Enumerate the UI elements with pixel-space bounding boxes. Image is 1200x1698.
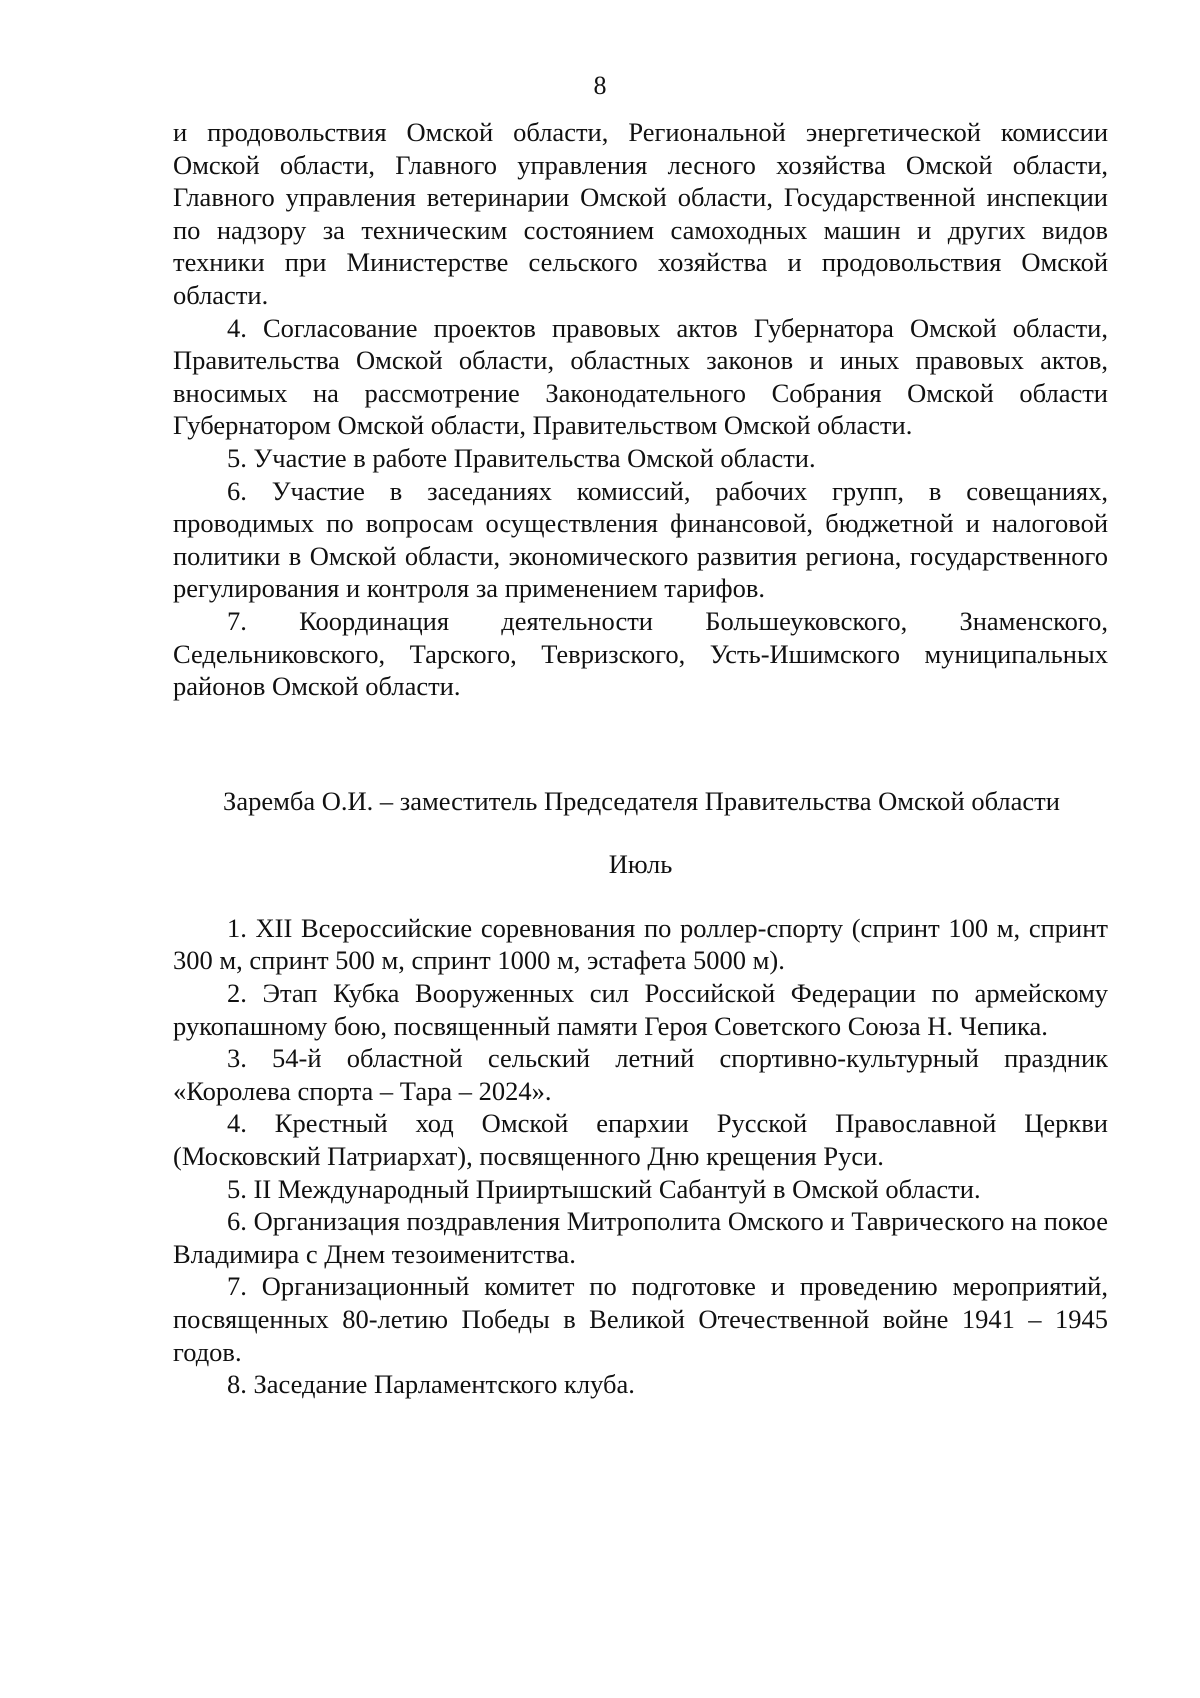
list-item: 6. Участие в заседаниях комиссий, рабочих групп, в совещаниях, проводимых по вопросам осуществления финансовой, бюджетной и налоговой политики в Омской области, экономического развития региона, государственного регулирования и контроля за применением тарифов. [173, 475, 1108, 604]
month-heading: Июль [608, 849, 673, 880]
list-item: 5. II Международный Прииртышский Сабантуй в Омской области. [227, 1173, 981, 1204]
list-item: 2. Этап Кубка Вооруженных сил Российской Федерации по армейскому рукопашному бою, посвященный памяти Героя Советского Союза Н. Чепика. [173, 978, 1108, 1041]
list-item: 5. Участие в работе Правительства Омской области. [227, 442, 816, 473]
list-item: 8. Заседание Парламентского клуба. [227, 1369, 635, 1400]
list-item: 7. Координация деятельности Большеуковского, Знаменского, Седельниковского, Тарского, Тевризского, Усть-Ишимского муниципальных районов Омской области. [173, 605, 1108, 702]
list-item: 6. Организация поздравления Митрополита Омского и Таврического на покое Владимира с Днем тезоименитства. [173, 1206, 1108, 1269]
page-number: 8 [593, 71, 607, 100]
document-body [173, 116, 1108, 1401]
list-item: 1. XII Всероссийские соревнования по роллер-спорту (спринт 100 м, спринт 300 м, спринт 500 м, спринт 1000 м, эстафета 5000 м). [173, 912, 1108, 976]
list-item: 7. Организационный комитет по подготовке и проведению мероприятий, посвященных 80-летию Победы в Великой Отечественной войне 1941 – 1945 годов. [173, 1271, 1108, 1367]
continuation-paragraph: и продовольствия Омской области, Региональной энергетической комиссии Омской области, Главного управления лесного хозяйства Омской области, Главного управления ветеринарии Омской области, Государственной инспекции по надзору за техническим состоянием самоходных машин и других видов техники при Министерстве сельского хозяйства и продовольствия Омской области. [173, 117, 1108, 310]
list-item: 4. Крестный ход Омской епархии Русской Православной Церкви (Московский Патриархат), посвященного Дню крещения Руси. [173, 1108, 1108, 1172]
section-spacer [173, 703, 1108, 785]
section-heading: Заремба О.И. – заместитель Председателя Правительства Омской области [223, 785, 1060, 816]
list-item: 4. Согласование проектов правовых актов Губернатора Омской области, Правительства Омской области, областных законов и иных правовых актов, вносимых на рассмотрение Законодательного Собрания Омской области Губернатором Омской области, Правительством Омской области. [173, 312, 1108, 441]
list-item: 3. 54-й областной сельский летний спортивно-культурный праздник «Королева спорта – Тара – 2024». [173, 1043, 1108, 1106]
